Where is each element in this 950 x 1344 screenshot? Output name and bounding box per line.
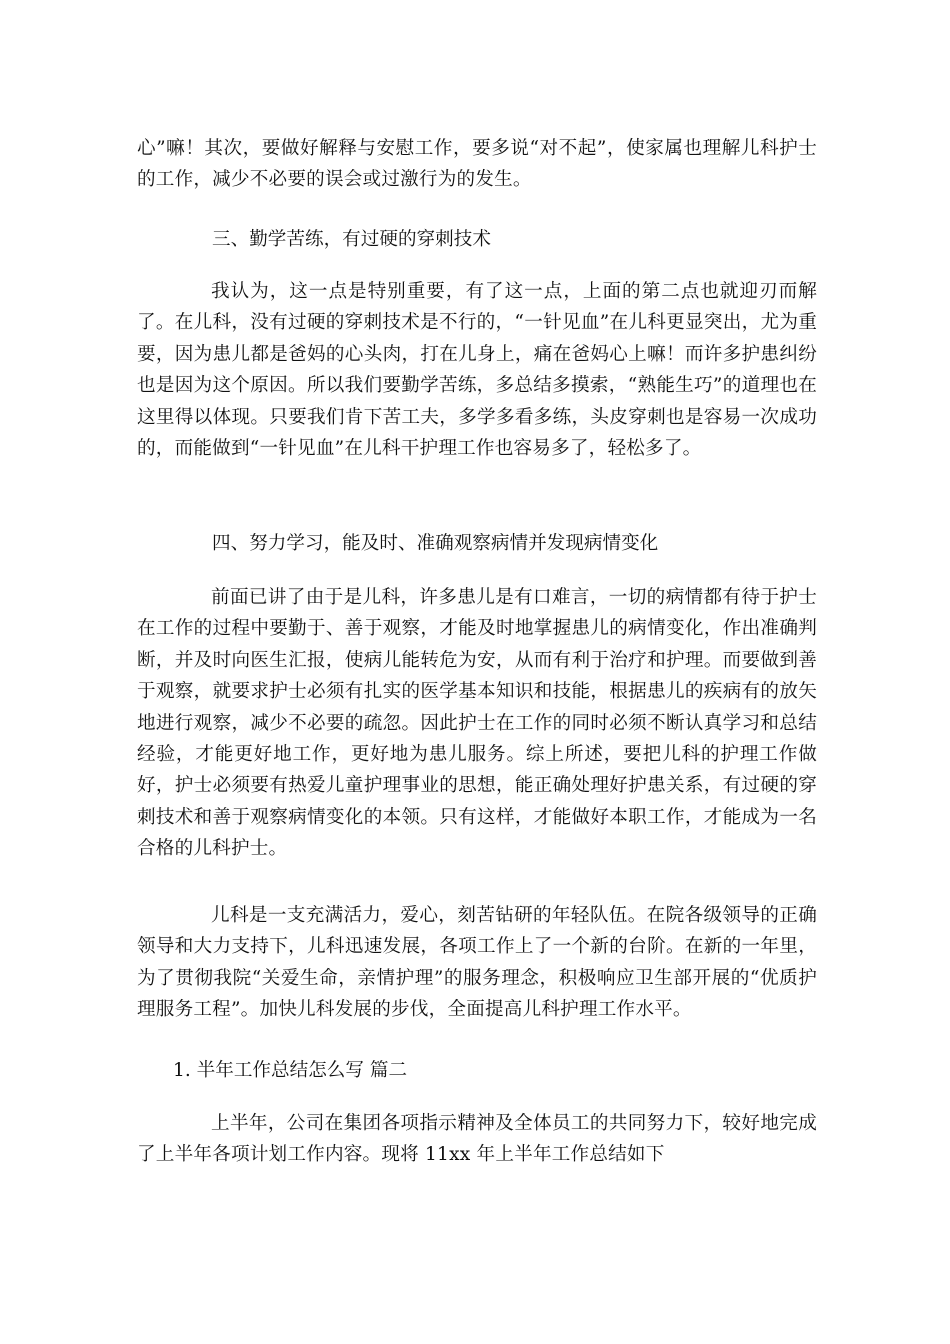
paragraph-observation: 前面已讲了由于是儿科，许多患儿是有口难言，一切的病情都有待于护士在工作的过程中要勤于、善于观察，才能及时地掌握患儿的病情变化，作出准确判断，并及时向医生汇报，使病儿能转危为安，从而有利于治疗和护理。而要做到善于观察，就要求护士必须有扎实的医学基本知识和技能，根据患儿的疾病有的放矢地进行观察，减少不必要的疏忽。因此护士在工作的同时必须不断认真学习和总结经验，才能更好地工作，更好地为患儿服务。综上所述，要把儿科的护理工作做好，护士必须要有热爱儿童护理事业的思想，能正确处理好护患关系，有过硬的穿刺技术和善于观察病情变化的本领。只有这样，才能做好本职工作，才能成为一名合格的儿科护士。 [137, 587, 817, 860]
paragraph-team-summary: 儿科是一支充满活力，爱心，刻苦钻研的年轻队伍。在院各级领导的正确领导和大力支持下，儿科迅速发展，各项工作上了一个新的台阶。在新的一年里，为了贯彻我院“关爱生命，亲情护理”的服务理念，积极响应卫生部开展的“优质护理服务工程”。加快儿科发展的步伐，全面提高儿科护理工作水平。 [137, 905, 817, 1021]
section-heading-four: 四、努力学习，能及时、准确观察病情并发现病情变化 [212, 533, 659, 554]
section-heading-three: 三、勤学苦练，有过硬的穿刺技术 [212, 229, 491, 250]
section-title-part-two: 1. 半年工作总结怎么写 篇二 [173, 1060, 408, 1081]
paragraph-intro-continuation: 心”嘛！其次，要做好解释与安慰工作，要多说“对不起”，使家属也理解儿科护士的工作，减少不必要的误会或过激行为的发生。 [137, 138, 817, 191]
paragraph-puncture-technique: 我认为，这一点是特别重要，有了这一点，上面的第二点也就迎刃而解了。在儿科，没有过硬的穿刺技术是不行的，“一针见血”在儿科更显突出，尤为重要，因为患儿都是爸妈的心头肉，打在儿身上，痛在爸妈心上嘛！而许多护患纠纷也是因为这个原因。所以我们要勤学苦练，多总结多摸索，“熟能生巧”的道理也在这里得以体现。只要我们肯下苦工夫，多学多看多练，头皮穿刺也是容易一次成功的，而能做到“一针见血”在儿科干护理工作也容易多了，轻松多了。 [137, 281, 817, 460]
paragraph-half-year-intro: 上半年，公司在集团各项指示精神及全体员工的共同努力下，较好地完成了上半年各项计划工作内容。现将 11xx 年上半年工作总结如下 [137, 1113, 817, 1166]
